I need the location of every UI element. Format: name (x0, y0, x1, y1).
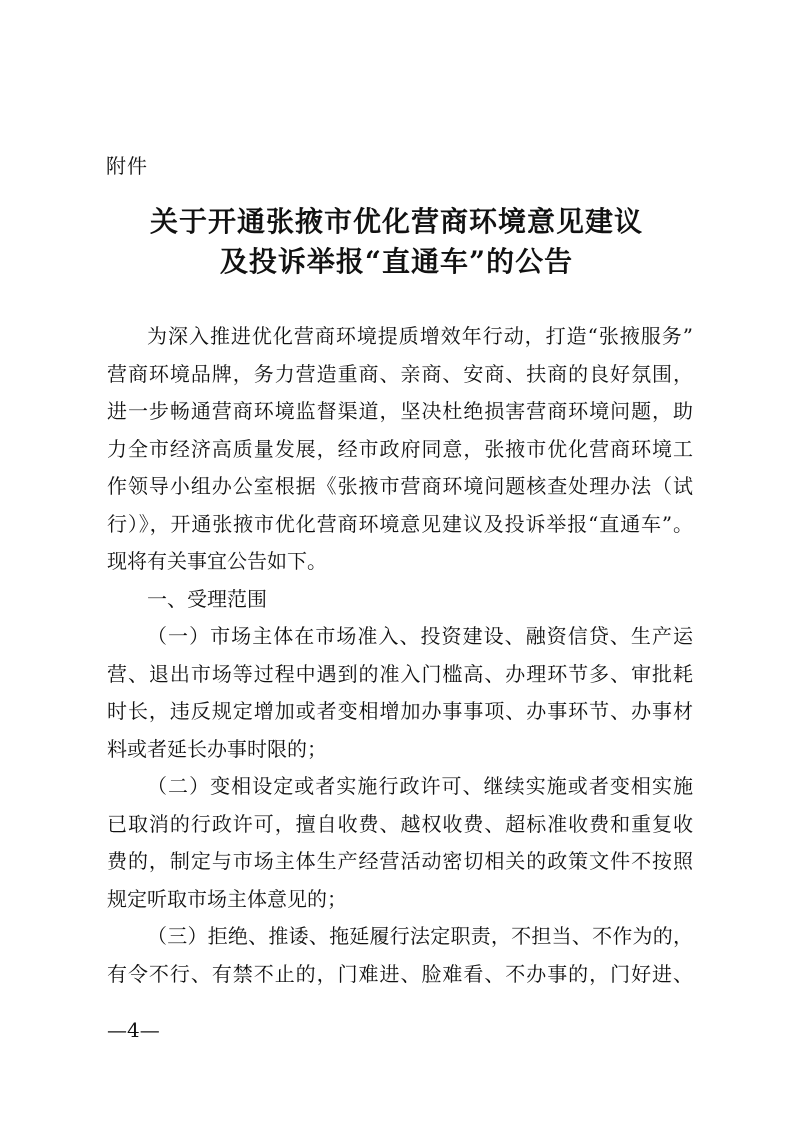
line-text: 力全市经济高质量发展，经市政府同意，张掖市优化营商环境工 (107, 436, 693, 461)
line-text: 营商环境品牌，务力营造重商、亲商、安商、扶商的良好氛围， (107, 361, 693, 386)
line-text: （二）变相设定或者实施行政许可、继续实施或者变相实施 (147, 774, 693, 798)
paragraph-line (107, 543, 693, 581)
line-text: 行）》，开通张掖市优化营商环境意见建议及投诉举报“直通车”。 (107, 511, 693, 536)
paragraph-line (107, 618, 693, 656)
document-title-line-2: 及投诉举报“直通车”的公告 (219, 245, 574, 278)
line-text: 进一步畅通营商环境监督渠道，坚决杜绝损害营商环境问题，助 (107, 399, 693, 423)
line-text: 营、退出市场等过程中遇到的准入门槛高、办理环节多、审批耗 (107, 661, 693, 686)
paragraph-line (107, 506, 693, 544)
paragraph-line (107, 393, 693, 431)
line-text: 作领导小组办公室根据《张掖市营商环境问题核查处理办法（试 (107, 474, 693, 498)
paragraph-line (107, 881, 693, 919)
paragraph-line (107, 731, 693, 769)
paragraph-line (107, 318, 693, 356)
paragraph-line (107, 693, 693, 731)
paragraph-line (107, 768, 693, 806)
line-text: 一、受理范围 (147, 586, 267, 611)
paragraph-line (107, 356, 693, 394)
line-text: （三）拒绝、推诿、拖延履行法定职责，不担当、不作为的， (147, 924, 693, 948)
document-body (107, 318, 693, 993)
line-text: 时长，违反规定增加或者变相增加办事事项、办事环节、办事材 (107, 699, 693, 723)
attachment-label: 附件 (106, 154, 148, 178)
line-text: 已取消的行政许可，擅自收费、越权收费、超标准收费和重复收 (107, 811, 693, 836)
paragraph-line (107, 468, 693, 506)
paragraph-line (107, 656, 693, 694)
paragraph-line (107, 918, 693, 956)
line-text: 料或者延长办事时限的； (107, 736, 327, 761)
line-text: 现将有关事宜公告如下。 (107, 549, 327, 573)
line-text: 规定听取市场主体意见的； (107, 886, 347, 911)
page-number: —4— (107, 1018, 160, 1042)
document-title-line-1: 关于开通张掖市优化营商环境意见建议 (149, 205, 643, 238)
paragraph-line (107, 806, 693, 844)
line-text: 为深入推进优化营商环境提质增效年行动，打造“张掖服务” (147, 324, 693, 348)
line-text: 费的，制定与市场主体生产经营活动密切相关的政策文件不按照 (107, 849, 693, 873)
paragraph-line (107, 843, 693, 881)
line-text: 有令不行、有禁不止的，门难进、脸难看、不办事的，门好进、 (107, 961, 693, 986)
section-heading (107, 581, 693, 619)
line-text: （一）市场主体在市场准入、投资建设、融资信贷、生产运 (147, 624, 693, 648)
paragraph-line (107, 431, 693, 469)
paragraph-line (107, 956, 693, 994)
